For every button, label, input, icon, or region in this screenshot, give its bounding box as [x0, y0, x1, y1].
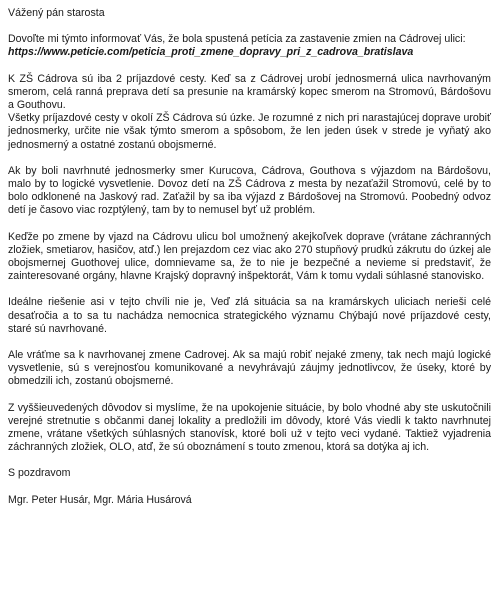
salutation: Vážený pán starosta — [8, 7, 105, 19]
paragraph-changes: Ale vráťme sa k navrhovanej zmene Cadrovej. Ak sa majú robiť nejaké zmeny, tak nech majú logické vysvetlenie, sú s verejnosťou komunikované a nevyhrávajú záujmy jednotlivcov, že úseky, ktoré by obmedzili ich, zostanú obojsmerné. — [8, 349, 491, 388]
paragraph-ideal-solution: Ideálne riešenie asi v tejto chvíli nie je, Veď zlá situácia sa na kramárskych uliciach nerieši celé desaťročia a to sa tu nachádza nemocnica strategického významu Chýbajú nové príjazdové cesty, staré sú navrhované. — [8, 296, 491, 335]
paragraph-access-roads — [8, 73, 491, 152]
closing: S pozdravom — [8, 467, 71, 480]
intro-paragraph — [8, 33, 491, 59]
petition-link[interactable]: https://www.peticie.com/peticia_proti_zmene_dopravy_pri_z_cadrova_bratislava — [8, 46, 414, 59]
paragraph-access-roads-b: Všetky príjazdové cesty v okolí ZŠ Cádrova sú úzke. Je rozumné z nich pri narastajúcej doprave urobiť jednosmerky, určite nie však týmto smerom a spôsobom, že len jeden úsek v strede je vyňatý ako jednosmerný a ostatné zostanú obojsmerné. — [8, 112, 491, 151]
paragraph-request: Z vyššieuvedených dôvodov si myslíme, že na upokojenie situácie, by bolo vhodné aby ste uskutočnili verejné stretnutie s občanmi danej lokality a predložili im dôvody, ktoré Vás viedli k takto navrhnutej zmene, vrátane všetkých súhlasných stanovísk, ktoré boli už v tejto veci vydané. Taktiež vyjadrenia záchranných zložiek, OLO, atď, že sú oboznámení s touto zmenou, ktorá sa dotýka aj ich. — [8, 401, 491, 454]
intro-text: Dovoľte mi týmto informovať Vás, že bola spustená petícia za zastavenie zmien na Cádrovej ulici: — [8, 33, 466, 46]
signature: Mgr. Peter Husár, Mgr. Mária Husárová — [8, 493, 192, 506]
paragraph-safety: Keďže po zmene by vjazd na Cádrovu ulicu bol umožnený akejkoľvek doprave (vrátane záchranných zložiek, smetiarov, hasičov, atď.) len prejazdom cez viac ako 270 stupňový prudkú zákrutu do úzkej ale obojsmernej Guothovej ulice, domnievame sa, že to nie je bezpečné a nevieme si predstaviť, že zainteresované orgány, hlavne Krajský dopravný inšpektorát, Vám k tomu vydali súhlasné stanovisko. — [8, 230, 491, 283]
paragraph-proposal: Ak by boli navrhnuté jednosmerky smer Kurucova, Cádrova, Gouthova s výjazdom na Bárdošovu, malo by to logické vysvetlenie. Dovoz detí na ZŠ Cádrova z mesta by nezaťažil Stromovú, celé by to bolo odklonené na Jaskový rad. Zaťažil by sa iba výjazd z Bárdošovej na Stromovú. Poobedný odvoz detí je časovo viac rozptýlený, tam by to nemusel byť už problém. — [8, 164, 491, 217]
paragraph-access-roads-a: K ZŠ Cádrova sú iba 2 príjazdové cesty. Keď sa z Cádrovej urobí jednosmerná ulica navrhovaným smerom, celá ranná preprava detí sa presunie na kramárský kopec smerom na Stromovú, Bárdošovu a Gouthovu. — [8, 72, 491, 112]
